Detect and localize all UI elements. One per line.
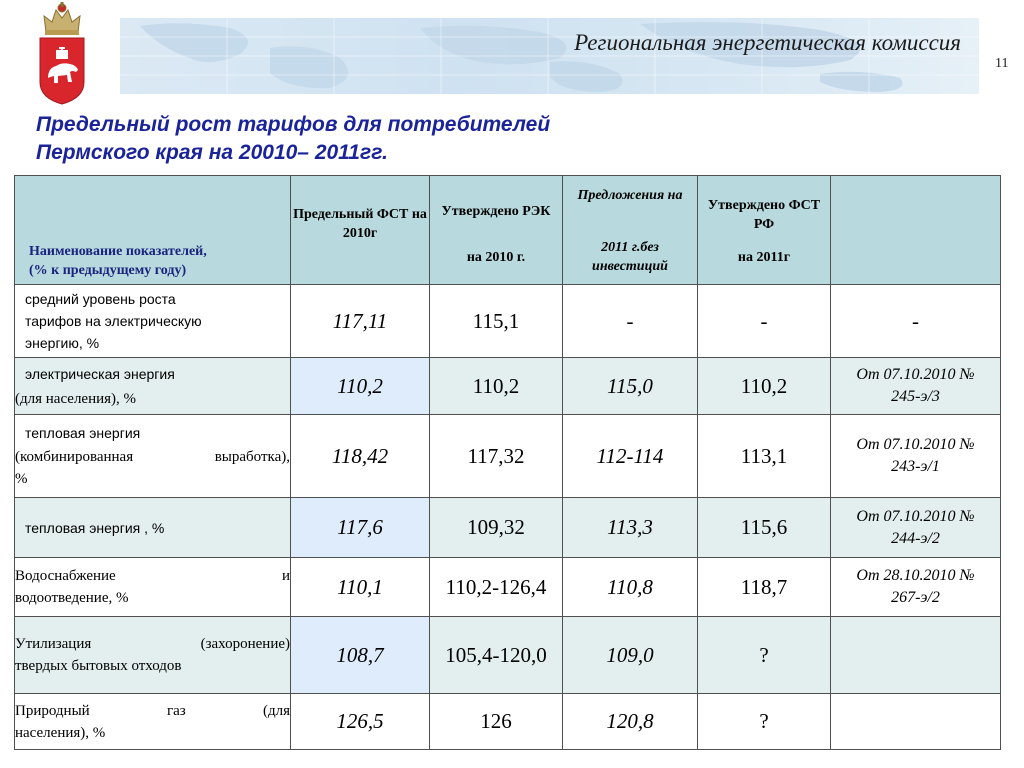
cell-fst2011: 115,6 — [698, 498, 831, 558]
table-row — [15, 694, 1001, 750]
column-header-proposals2011-bottom: 2011 г.без инвестиций — [592, 240, 668, 274]
cell-proposals2011: 113,3 — [563, 498, 698, 558]
row-label — [15, 358, 291, 415]
crown-icon — [44, 2, 80, 35]
doc-line: 267-э/2 — [891, 589, 940, 606]
cell-fst2011: 113,1 — [698, 415, 831, 498]
cell-proposals2011: 109,0 — [563, 617, 698, 694]
row-label-line: тарифов на электрическую — [25, 313, 202, 329]
row-label — [15, 558, 291, 617]
page-title — [36, 111, 736, 167]
row-label-line: водоотведение, % — [15, 590, 129, 606]
column-header-name — [15, 176, 291, 285]
column-header-name-line2: (% к предыдущему году) — [29, 263, 187, 278]
row-label-line: населения), % — [15, 724, 106, 741]
table-row — [15, 498, 1001, 558]
column-header-rek2010-bottom: на 2010 г. — [466, 249, 526, 265]
cell-proposals2011: 112-114 — [563, 415, 698, 498]
doc-line: От 28.10.2010 № — [856, 567, 975, 584]
cell-proposals2011: 120,8 — [563, 694, 698, 750]
table-row — [15, 415, 1001, 498]
perm-krai-coat-of-arms-logo — [36, 2, 88, 106]
table-header-row — [15, 176, 1001, 285]
commission-title: Региональная энергетическая комиссия — [574, 30, 961, 55]
page-title-line2: Пермского края на 20010– 2011гг. — [36, 141, 388, 164]
cell-proposals2011: 115,0 — [563, 358, 698, 415]
doc-line: 244-э/2 — [891, 529, 940, 547]
cell-rek2010: 126 — [430, 694, 563, 750]
cell-fst2011: - — [698, 285, 831, 358]
row-label-line: % — [15, 471, 28, 487]
cell-doc — [831, 694, 1001, 750]
row-label-line: (для населения), % — [15, 390, 137, 407]
cell-fst2010: 110,1 — [291, 558, 430, 617]
cell-fst2010: 110,2 — [291, 358, 430, 415]
column-header-rek2010-top: Утверждено РЭК — [441, 203, 551, 219]
row-label — [15, 498, 291, 558]
column-header-fst2010 — [291, 176, 430, 285]
cell-fst2010: 117,6 — [291, 498, 430, 558]
cell-proposals2011: 110,8 — [563, 558, 698, 617]
doc-line: 245-э/3 — [891, 388, 940, 405]
row-label — [15, 415, 291, 498]
column-header-fst2011 — [698, 176, 831, 285]
column-header-doc — [831, 176, 1001, 285]
cell-fst2010: 117,11 — [291, 285, 430, 358]
cell-doc — [831, 617, 1001, 694]
table-row — [15, 558, 1001, 617]
cell-proposals2011: - — [563, 285, 698, 358]
table-row — [15, 617, 1001, 694]
cell-doc — [831, 358, 1001, 415]
column-header-proposals2011 — [563, 176, 698, 285]
cell-doc — [831, 415, 1001, 498]
cell-fst2011: ? — [698, 617, 831, 694]
cell-fst2011: 110,2 — [698, 358, 831, 415]
cell-rek2010: 110,2 — [430, 358, 563, 415]
row-label-line: энергию, % — [25, 335, 100, 351]
cell-doc: - — [831, 285, 1001, 358]
row-label-line: тепловая энергия — [25, 425, 141, 441]
cell-fst2011: 118,7 — [698, 558, 831, 617]
cell-rek2010: 115,1 — [430, 285, 563, 358]
cell-fst2010: 108,7 — [291, 617, 430, 694]
page-title-line1: Предельный рост тарифов для потребителей — [36, 113, 551, 136]
doc-line: От 07.10.2010 № — [856, 436, 975, 453]
column-header-fst2011-bottom: на 2011г — [737, 249, 791, 265]
row-label-line: Водоснабжение и — [15, 568, 290, 584]
cell-rek2010: 110,2-126,4 — [430, 558, 563, 617]
cell-doc — [831, 558, 1001, 617]
cell-doc — [831, 498, 1001, 558]
row-label — [15, 285, 291, 358]
column-header-name-line1: Наименование показателей, — [29, 244, 207, 259]
column-header-fst2011-top: Утверждено ФСТ РФ — [707, 197, 821, 232]
row-label-line: твердых бытовых отходов — [15, 658, 182, 674]
column-header-fst2010-top: Предельный ФСТ на 2010г — [293, 207, 427, 241]
row-label-line: электрическая энергия — [25, 365, 175, 382]
row-label-line: тепловая энергия , % — [25, 519, 165, 536]
cell-rek2010: 109,32 — [430, 498, 563, 558]
doc-line: От 07.10.2010 № — [856, 507, 975, 525]
table-row — [15, 285, 1001, 358]
doc-line: 243-э/1 — [891, 458, 940, 475]
table-row — [15, 358, 1001, 415]
slide-number: 11 — [995, 56, 1009, 71]
row-label — [15, 694, 291, 750]
doc-line: От 07.10.2010 № — [856, 366, 975, 383]
row-label — [15, 617, 291, 694]
row-label-line: Утилизация (захоронение) — [15, 636, 290, 652]
header-banner — [120, 18, 979, 94]
column-header-proposals2011-top: Предложения на — [577, 188, 683, 203]
row-label-line: средний уровень роста — [25, 291, 176, 307]
cell-rek2010: 117,32 — [430, 415, 563, 498]
cell-fst2010: 126,5 — [291, 694, 430, 750]
column-header-rek2010 — [430, 176, 563, 285]
row-label-line: Природный газ (для — [15, 702, 290, 719]
tariff-table — [14, 175, 1001, 750]
cell-fst2010: 118,42 — [291, 415, 430, 498]
row-label-line: (комбинированная выработка), — [15, 449, 290, 465]
cell-rek2010: 105,4-120,0 — [430, 617, 563, 694]
cell-fst2011: ? — [698, 694, 831, 750]
